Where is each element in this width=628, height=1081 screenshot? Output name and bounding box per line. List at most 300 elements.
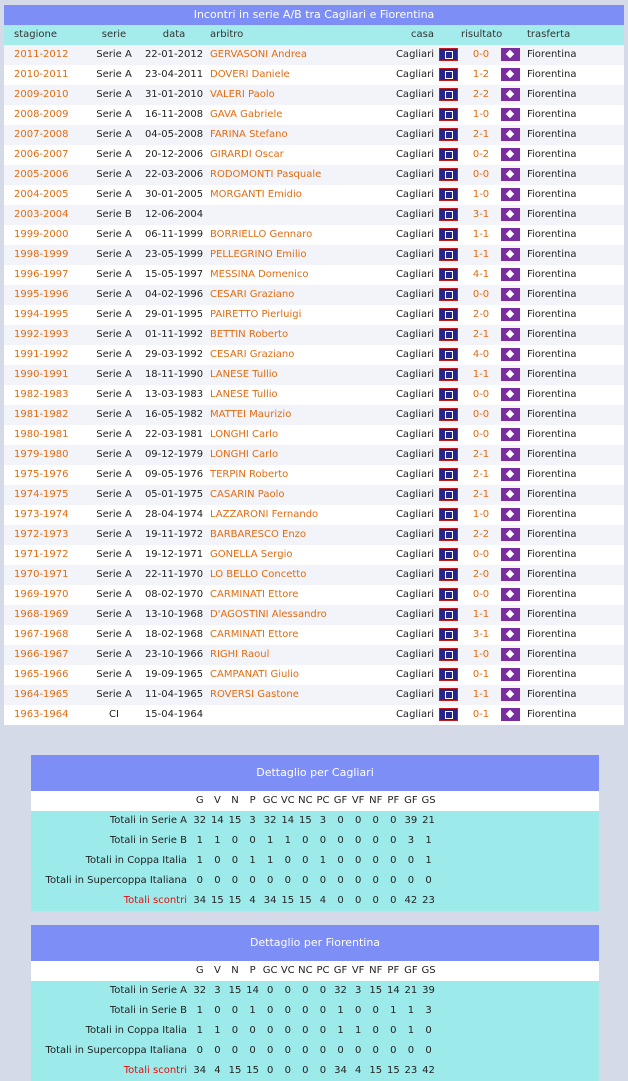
season-link[interactable]: 1970-1971: [14, 569, 69, 580]
season-link[interactable]: 1995-1996: [14, 289, 69, 300]
stats-col-header: VC: [280, 965, 295, 976]
fiorentina-crest-icon: [501, 88, 520, 101]
result-link[interactable]: 1-1: [472, 689, 490, 700]
referee-link[interactable]: LO BELLO Concetto: [210, 569, 307, 580]
cagliari-crest-icon: [439, 248, 458, 261]
season-link[interactable]: 1990-1991: [14, 369, 69, 380]
stats-value: 1: [337, 1025, 344, 1036]
referee-link[interactable]: CESARI Graziano: [210, 349, 295, 360]
table-row: [4, 685, 624, 705]
series: Serie A: [96, 269, 132, 280]
stats-value: 0: [337, 855, 344, 866]
referee-link[interactable]: MATTEI Maurizio: [210, 409, 292, 420]
stats-header: [31, 961, 599, 981]
cagliari-crest-icon: [439, 528, 458, 541]
cagliari-crest-icon: [439, 648, 458, 661]
season-link[interactable]: 1991-1992: [14, 349, 69, 360]
referee-link[interactable]: PAIRETTO Pierluigi: [210, 309, 302, 320]
date: 22-03-2006: [144, 169, 204, 180]
referee-link[interactable]: GIRARDI Oscar: [210, 149, 284, 160]
referee-link[interactable]: BORRIELLO Gennaro: [210, 229, 313, 240]
away-team: Fiorentina: [527, 549, 577, 560]
result-link[interactable]: 3-1: [472, 629, 490, 640]
cagliari-crest-icon: [439, 308, 458, 321]
fiorentina-crest-icon: [501, 588, 520, 601]
result-link[interactable]: 3-1: [472, 209, 490, 220]
fiorentina-crest-icon: [501, 168, 520, 181]
home-team: Cagliari: [395, 469, 434, 480]
away-team: Fiorentina: [527, 129, 577, 140]
stats-col-header: GF: [404, 965, 418, 976]
referee-link[interactable]: CARMINATI Ettore: [210, 629, 299, 640]
away-team: Fiorentina: [527, 569, 577, 580]
result-link[interactable]: 1-1: [472, 229, 490, 240]
home-team: Cagliari: [395, 589, 434, 600]
result-link[interactable]: 1-0: [472, 649, 490, 660]
season-link[interactable]: 1994-1995: [14, 309, 69, 320]
series: Serie A: [96, 389, 132, 400]
stats-value: 0: [390, 895, 397, 906]
season-link[interactable]: 1966-1967: [14, 649, 69, 660]
col-risultato: risultato: [461, 29, 503, 40]
stats-value: 3: [425, 1005, 432, 1016]
home-team: Cagliari: [395, 169, 434, 180]
stats-value: 32: [263, 815, 277, 826]
fiorentina-crest-icon: [501, 108, 520, 121]
result-link[interactable]: 1-0: [472, 509, 490, 520]
series: Serie A: [96, 569, 132, 580]
stats-value: 0: [266, 875, 274, 886]
stats-value: 0: [390, 1045, 397, 1056]
season-link[interactable]: 2007-2008: [14, 129, 69, 140]
season-link[interactable]: 1975-1976: [14, 469, 69, 480]
stats-value: 1: [196, 835, 203, 846]
season-link[interactable]: 1967-1968: [14, 629, 69, 640]
fiorentina-crest-icon: [501, 628, 520, 641]
stats-row-label: Totali in Supercoppa Italiana: [45, 1045, 187, 1056]
away-team: Fiorentina: [527, 49, 577, 60]
stats-row-label: Totali in Supercoppa Italiana: [45, 875, 187, 886]
table-row: [4, 285, 624, 305]
season-link[interactable]: 1965-1966: [14, 669, 69, 680]
date: 04-05-2008: [144, 129, 204, 140]
referee-link[interactable]: FARINA Stefano: [210, 129, 288, 140]
series: Serie A: [96, 629, 132, 640]
result-link[interactable]: 2-2: [472, 529, 490, 540]
stats-value: 1: [266, 855, 274, 866]
date: 30-01-2005: [144, 189, 204, 200]
fiorentina-crest-icon: [501, 228, 520, 241]
stats-value: 0: [337, 895, 344, 906]
season-link[interactable]: 2011-2012: [14, 49, 69, 60]
referee-link[interactable]: BETTIN Roberto: [210, 329, 289, 340]
referee-link[interactable]: TERPIN Roberto: [210, 469, 289, 480]
stats-value: 1: [407, 1005, 415, 1016]
stats-title: Dettaglio per Fiorentina: [31, 925, 599, 961]
cagliari-crest-icon: [439, 48, 458, 61]
result-link[interactable]: 0-0: [472, 289, 490, 300]
home-team: Cagliari: [395, 189, 434, 200]
date: 29-03-1992: [144, 349, 204, 360]
cagliari-crest-icon: [439, 568, 458, 581]
result-link[interactable]: 2-1: [472, 129, 490, 140]
result-link[interactable]: 0-0: [472, 49, 490, 60]
result-link[interactable]: 2-1: [472, 469, 490, 480]
date: 15-04-1964: [144, 709, 204, 720]
stats-value: 0: [354, 875, 362, 886]
stats-value: 1: [319, 855, 327, 866]
result-link[interactable]: 0-0: [472, 169, 490, 180]
away-team: Fiorentina: [527, 209, 577, 220]
fiorentina-crest-icon: [501, 248, 520, 261]
result-link[interactable]: 1-1: [472, 249, 490, 260]
season-link[interactable]: 1999-2000: [14, 229, 69, 240]
stats-value: 15: [386, 1065, 400, 1076]
table-row: [4, 205, 624, 225]
referee-link[interactable]: GONELLA Sergio: [210, 549, 293, 560]
result-link[interactable]: 0-1: [472, 709, 490, 720]
fiorentina-crest-icon: [501, 608, 520, 621]
stats-row-label: Totali in Serie B: [109, 1005, 187, 1016]
referee-link[interactable]: CAMPANATI Giulio: [210, 669, 300, 680]
stats-value: 4: [249, 895, 256, 906]
date: 09-12-1979: [144, 449, 204, 460]
stats-value: 0: [354, 855, 362, 866]
table-row: [4, 185, 624, 205]
season-link[interactable]: 2003-2004: [14, 209, 69, 220]
stats-value: 0: [231, 1025, 239, 1036]
away-team: Fiorentina: [527, 269, 577, 280]
cagliari-crest-icon: [439, 488, 458, 501]
series: Serie A: [96, 289, 132, 300]
stats-value: 0: [284, 1025, 291, 1036]
result-link[interactable]: 1-0: [472, 189, 490, 200]
referee-link[interactable]: [204, 205, 390, 225]
cagliari-crest-icon: [439, 108, 458, 121]
season-link[interactable]: 1973-1974: [14, 509, 69, 520]
referee-link[interactable]: LONGHI Carlo: [210, 429, 279, 440]
stats-value: 0: [319, 1025, 327, 1036]
result-link[interactable]: 1-1: [472, 609, 490, 620]
away-team: Fiorentina: [527, 349, 577, 360]
season-link[interactable]: 1964-1965: [14, 689, 69, 700]
referee-link[interactable]: CESARI Graziano: [210, 289, 295, 300]
away-team: Fiorentina: [527, 509, 577, 520]
col-arbitro: arbitro: [210, 29, 244, 40]
result-link[interactable]: 1-2: [472, 69, 490, 80]
fiorentina-crest-icon: [501, 388, 520, 401]
referee-link[interactable]: GERVASONI Andrea: [210, 49, 308, 60]
season-link[interactable]: 1971-1972: [14, 549, 69, 560]
date: 05-01-1975: [144, 489, 204, 500]
home-team: Cagliari: [395, 409, 434, 420]
series: Serie A: [96, 689, 132, 700]
referee-link[interactable]: D'AGOSTINI Alessandro: [210, 609, 327, 620]
stats-value: 1: [214, 1025, 221, 1036]
date: 22-03-1981: [144, 429, 204, 440]
home-team: Cagliari: [395, 629, 434, 640]
referee-link[interactable]: DOVERI Daniele: [210, 69, 290, 80]
stats-col-header: NC: [298, 795, 313, 806]
result-link[interactable]: 2-1: [472, 489, 490, 500]
away-team: Fiorentina: [527, 369, 577, 380]
referee-link[interactable]: BARBARESCO Enzo: [210, 529, 307, 540]
cagliari-crest-icon: [439, 208, 458, 221]
stats-value: 3: [249, 815, 256, 826]
series: Serie A: [96, 169, 132, 180]
stats-value: 0: [196, 1045, 203, 1056]
cagliari-crest-icon: [439, 268, 458, 281]
table-row: [4, 365, 624, 385]
stats-value: 0: [372, 815, 379, 826]
stats-row-label: Totali in Serie B: [109, 835, 187, 846]
date: 18-11-1990: [144, 369, 204, 380]
referee-link[interactable]: CARMINATI Ettore: [210, 589, 299, 600]
stats-value: 34: [263, 895, 277, 906]
cagliari-crest-icon: [439, 368, 458, 381]
referee-link[interactable]: LANESE Tullio: [210, 369, 278, 380]
cagliari-crest-icon: [439, 588, 458, 601]
season-link[interactable]: 1972-1973: [14, 529, 69, 540]
cagliari-crest-icon: [439, 408, 458, 421]
matches-table: [4, 5, 624, 725]
table-row: [4, 585, 624, 605]
stats-value: 0: [319, 1045, 327, 1056]
result-link[interactable]: 2-0: [472, 309, 490, 320]
stats-row: [31, 981, 599, 1001]
table-row: [4, 225, 624, 245]
home-team: Cagliari: [395, 209, 434, 220]
stats-value: 0: [231, 875, 239, 886]
stats-value: 0: [302, 835, 309, 846]
stats-value: 0: [407, 855, 415, 866]
stats-value: 14: [211, 815, 224, 826]
table-row: [4, 85, 624, 105]
stats-value: 15: [298, 895, 312, 906]
stats-value: 0: [302, 1045, 309, 1056]
date: 11-04-1965: [144, 689, 204, 700]
stats-col-header: VC: [280, 795, 295, 806]
fiorentina-crest-icon: [501, 128, 520, 141]
stats-value: 3: [407, 835, 415, 846]
away-team: Fiorentina: [527, 489, 577, 500]
season-link[interactable]: 1974-1975: [14, 489, 69, 500]
result-link[interactable]: 2-0: [472, 569, 490, 580]
table-row: [4, 45, 624, 65]
stats-value: 0: [372, 1005, 379, 1016]
referee-link[interactable]: RIGHI Raoul: [210, 649, 270, 660]
stats-value: 0: [407, 1045, 415, 1056]
season-link[interactable]: 1968-1969: [14, 609, 69, 620]
stats-value: 0: [214, 1005, 221, 1016]
stats-row: [31, 831, 599, 851]
fiorentina-crest-icon: [501, 648, 520, 661]
referee-link[interactable]: PELLEGRINO Emilio: [210, 249, 307, 260]
cagliari-crest-icon: [439, 148, 458, 161]
date: 06-11-1999: [144, 229, 204, 240]
season-link[interactable]: 1969-1970: [14, 589, 69, 600]
stats-value: 1: [266, 835, 274, 846]
season-link[interactable]: 1981-1982: [14, 409, 69, 420]
stats-value: 15: [246, 1065, 259, 1076]
stats-col-header: G: [195, 795, 204, 806]
season-link[interactable]: 2010-2011: [14, 69, 69, 80]
stats-value: 1: [407, 1025, 415, 1036]
season-link[interactable]: 1992-1993: [14, 329, 69, 340]
stats-value: 0: [319, 835, 327, 846]
stats-value: 21: [404, 985, 418, 996]
result-link[interactable]: 4-1: [472, 269, 490, 280]
stats-value: 15: [369, 1065, 383, 1076]
season-link[interactable]: 1982-1983: [14, 389, 69, 400]
away-team: Fiorentina: [527, 69, 577, 80]
result-link[interactable]: 0-0: [472, 549, 490, 560]
referee-link[interactable]: ROVERSI Gastone: [210, 689, 299, 700]
result-link[interactable]: 0-0: [472, 389, 490, 400]
result-link[interactable]: 2-1: [472, 329, 490, 340]
series: Serie A: [96, 609, 132, 620]
season-link[interactable]: 2009-2010: [14, 89, 69, 100]
season-link[interactable]: 1998-1999: [14, 249, 69, 260]
series: Serie A: [96, 149, 132, 160]
season-link[interactable]: 2008-2009: [14, 109, 69, 120]
season-link[interactable]: 2006-2007: [14, 149, 69, 160]
stats-row-label: Totali scontri: [123, 1065, 187, 1076]
stats-value: 0: [266, 985, 274, 996]
date: 13-03-1983: [144, 389, 204, 400]
season-link[interactable]: 1979-1980: [14, 449, 69, 460]
result-link[interactable]: 2-1: [472, 449, 490, 460]
stats-value: 0: [319, 875, 327, 886]
stats-value: 1: [425, 835, 432, 846]
stats-value: 0: [266, 1005, 274, 1016]
stats-row: [31, 811, 599, 831]
referee-link[interactable]: [204, 705, 390, 725]
referee-link[interactable]: LAZZARONI Fernando: [210, 509, 319, 520]
season-link[interactable]: 1996-1997: [14, 269, 69, 280]
table-row: [4, 445, 624, 465]
col-trasferta: trasferta: [527, 29, 571, 40]
stats-value: 0: [337, 1045, 344, 1056]
home-team: Cagliari: [395, 489, 434, 500]
stats-value: 0: [372, 875, 379, 886]
stats-value: 0: [390, 1025, 397, 1036]
result-link[interactable]: 0-0: [472, 589, 490, 600]
date: 31-01-2010: [144, 89, 204, 100]
home-team: Cagliari: [395, 269, 434, 280]
result-link[interactable]: 2-2: [472, 89, 490, 100]
away-team: Fiorentina: [527, 629, 577, 640]
away-team: Fiorentina: [527, 649, 577, 660]
referee-link[interactable]: GAVA Gabriele: [210, 109, 283, 120]
referee-link[interactable]: MESSINA Domenico: [210, 269, 309, 280]
fiorentina-crest-icon: [501, 68, 520, 81]
result-link[interactable]: 0-0: [472, 429, 490, 440]
cagliari-crest-icon: [439, 328, 458, 341]
home-team: Cagliari: [395, 429, 434, 440]
stats-value: 0: [284, 855, 291, 866]
stats-col-header: GF: [404, 795, 418, 806]
stats-value: 1: [249, 855, 256, 866]
stats-value: 0: [354, 815, 362, 826]
table-title: Incontri in serie A/B tra Cagliari e Fiorentina: [4, 5, 624, 25]
cagliari-crest-icon: [439, 128, 458, 141]
home-team: Cagliari: [395, 449, 434, 460]
referee-link[interactable]: RODOMONTI Pasquale: [210, 169, 322, 180]
stats-col-header: V: [213, 965, 221, 976]
fiorentina-crest-icon: [501, 408, 520, 421]
stats-col-header: NF: [369, 965, 383, 976]
season-link[interactable]: 1980-1981: [14, 429, 69, 440]
result-link[interactable]: 4-0: [472, 349, 490, 360]
cagliari-crest-icon: [439, 388, 458, 401]
stats-value: 1: [196, 1005, 203, 1016]
result-link[interactable]: 0-0: [472, 409, 490, 420]
stats-value: 0: [214, 875, 221, 886]
cagliari-crest-icon: [439, 188, 458, 201]
stats-value: 0: [425, 1045, 432, 1056]
referee-link[interactable]: LONGHI Carlo: [210, 449, 279, 460]
stats-col-header: GS: [421, 965, 436, 976]
home-team: Cagliari: [395, 609, 434, 620]
series: Serie A: [96, 69, 132, 80]
stats-value: 0: [354, 835, 362, 846]
referee-link[interactable]: MORGANTI Emidio: [210, 189, 302, 200]
stats-value: 0: [266, 1025, 274, 1036]
home-team: Cagliari: [395, 309, 434, 320]
stats-title: Dettaglio per Cagliari: [31, 755, 599, 791]
away-team: Fiorentina: [527, 669, 577, 680]
fiorentina-crest-icon: [501, 368, 520, 381]
stats-row: [31, 1041, 599, 1061]
stats-value: 0: [266, 1045, 274, 1056]
stats-value: 0: [249, 875, 256, 886]
stats-value: 15: [228, 895, 242, 906]
cagliari-crest-icon: [439, 668, 458, 681]
series: Serie A: [96, 309, 132, 320]
stats-value: 1: [284, 835, 291, 846]
stats-value: 0: [284, 1045, 291, 1056]
table-row: [4, 545, 624, 565]
referee-link[interactable]: LANESE Tullio: [210, 389, 278, 400]
result-link[interactable]: 0-2: [472, 149, 490, 160]
stats-value: 4: [319, 895, 327, 906]
stats-value: 15: [369, 985, 383, 996]
stats-row-label: Totali in Coppa Italia: [85, 1025, 187, 1036]
away-team: Fiorentina: [527, 249, 577, 260]
season-link[interactable]: 1963-1964: [14, 709, 69, 720]
away-team: Fiorentina: [527, 449, 577, 460]
table-row: [4, 265, 624, 285]
stats-value: 0: [284, 1005, 291, 1016]
season-link[interactable]: 2005-2006: [14, 169, 69, 180]
result-link[interactable]: 1-1: [472, 369, 490, 380]
date: 23-10-1966: [144, 649, 204, 660]
result-link[interactable]: 0-1: [472, 669, 490, 680]
stats-value: 42: [422, 1065, 435, 1076]
referee-link[interactable]: CASARIN Paolo: [210, 489, 285, 500]
result-link[interactable]: 1-0: [472, 109, 490, 120]
stats-value: 15: [228, 1065, 242, 1076]
stats-value: 34: [193, 895, 207, 906]
stats-value: 0: [425, 875, 432, 886]
referee-link[interactable]: VALERI Paolo: [210, 89, 275, 100]
stats-value: 32: [193, 815, 207, 826]
home-team: Cagliari: [395, 389, 434, 400]
fiorentina-crest-icon: [501, 488, 520, 501]
season-link[interactable]: 2004-2005: [14, 189, 69, 200]
stats-value: 1: [425, 855, 432, 866]
